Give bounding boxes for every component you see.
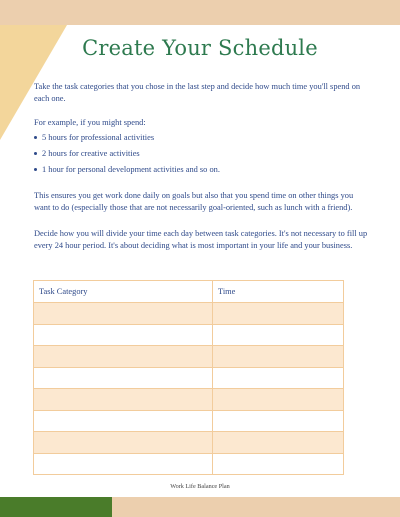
bullet-dot-icon: [34, 136, 37, 139]
intro-paragraph: Take the task categories that you chose in the last step and decide how much time you'll spend on each one.: [34, 82, 361, 103]
time-cell[interactable]: [213, 453, 344, 475]
page-footer: Work Life Balance Plan: [170, 483, 230, 490]
ensures-paragraph: This ensures you get work done daily on goals but also that you spend time on other things you want to do (especially those that are not necessarily goal-oriented, such as lunch with a friend).: [34, 191, 354, 212]
column-header-task-category: Task Category: [34, 281, 213, 303]
example-lead: For example, if you might spend:: [34, 118, 146, 127]
table-row: [34, 410, 344, 432]
list-item: 2 hours for creative activities: [34, 148, 370, 160]
bullet-dot-icon: [34, 168, 37, 171]
time-cell[interactable]: [213, 346, 344, 368]
time-cell[interactable]: [213, 410, 344, 432]
list-item: 5 hours for professional activities: [34, 132, 370, 144]
body-text: [34, 81, 370, 252]
table-row: [34, 453, 344, 475]
time-cell[interactable]: [213, 432, 344, 454]
column-header-time: Time: [213, 281, 344, 303]
task-category-cell[interactable]: [34, 432, 213, 454]
list-item: 1 hour for personal development activities and so on.: [34, 164, 370, 176]
decide-paragraph: Decide how you will divide your time each day between task categories. It's not necessary to fill up every 24 hour period. It's about deciding what is most important in your life and your business.: [34, 229, 368, 250]
task-category-cell[interactable]: [34, 324, 213, 346]
task-category-cell[interactable]: [34, 389, 213, 411]
time-cell[interactable]: [213, 389, 344, 411]
task-category-cell[interactable]: [34, 367, 213, 389]
time-cell[interactable]: [213, 367, 344, 389]
table-row: [34, 303, 344, 325]
time-cell[interactable]: [213, 324, 344, 346]
table-row: [34, 367, 344, 389]
table-row: [34, 389, 344, 411]
bullet-dot-icon: [34, 152, 37, 155]
task-category-cell[interactable]: [34, 303, 213, 325]
page-title: Create Your Schedule: [82, 36, 318, 60]
bottom-tan-band: [112, 497, 400, 517]
schedule-table: [33, 280, 344, 475]
task-category-cell[interactable]: [34, 346, 213, 368]
bottom-green-band: [0, 497, 112, 517]
time-cell[interactable]: [213, 303, 344, 325]
table-row: [34, 432, 344, 454]
task-category-cell[interactable]: [34, 453, 213, 475]
table-row: [34, 346, 344, 368]
table-header-row: [34, 281, 344, 303]
table-row: [34, 324, 344, 346]
task-category-cell[interactable]: [34, 410, 213, 432]
example-bullet-list: [34, 132, 370, 176]
